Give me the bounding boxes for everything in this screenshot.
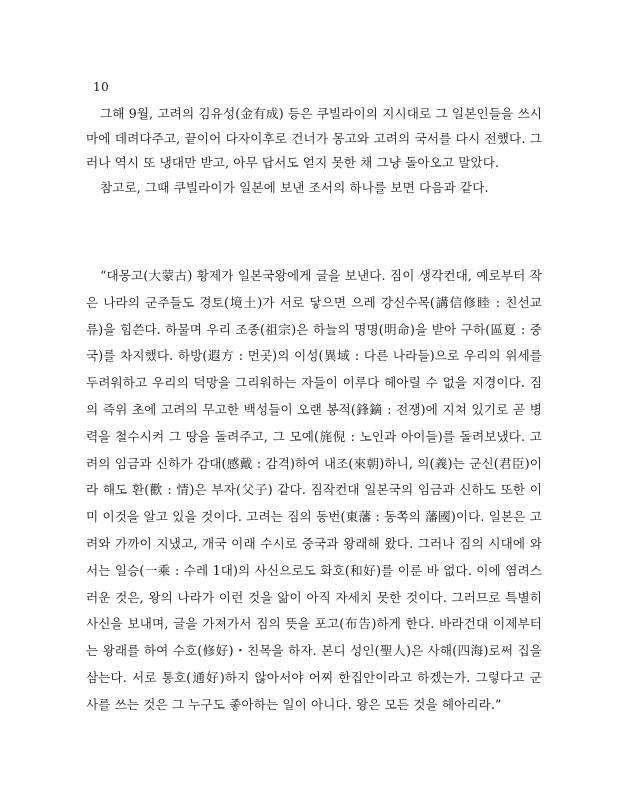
paragraph: 참고로, 그때 쿠빌라이가 일본에 보낸 조서의 하나를 보면 다음과 같다. bbox=[100, 179, 489, 195]
body-text bbox=[86, 102, 542, 200]
paragraph: 그해 9월, 고려의 김유성(金有成) 등은 쿠빌라이의 지시대로 그 일본인들을 쓰시마에 데려다주고, 끝이어 다자이후로 건너가 몽고와 고려의 국서를 다시 전했다. 그러나 역시 또 냉대만 받고, 아무 답서도 얻지 못한 채 그냥 돌아오고 말았다. bbox=[86, 106, 542, 171]
quoted-edict: “대몽고(大蒙古) 황제가 일본국왕에게 글을 보낸다. 짐이 생각컨대, 예로부터 작은 나라의 군주들도 경토(境土)가 서로 닿으면 으레 강신수목(講信修睦 : 친선교류)을 힘쓴다. 하물며 우리 조종(祖宗)은 하늘의 명명(明命)을 받아 구하(區夏 : 중국)를 차지했다. 하방(遐方 : 먼곳)의 이성(異域 : 다른 나라들)으로 우리의 위세를 두려워하고 우리의 덕망을 그리워하는 자들이 이루다 헤아릴 수 없을 지경이다. 짐의 즉위 초에 고려의 무고한 백성들이 오랜 봉적(鋒鏑 : 전쟁)에 지쳐 있기로 곧 병력을 철수시켜 그 땅을 돌려주고, 그 모예(旄倪 : 노인과 아이들)를 돌려보냈다. 고려의 임금과 신하가 감대(感戴 : 감격)하여 내조(來朝)하니, 의(義)는 군신(君臣)이라 해도 환(歡 : 情)은 부자(父子) 같다. 짐작컨대 일본국의 임금과 신하도 또한 이미 이것을 알고 있을 것이다. 고려는 짐의 동번(東藩 : 동쪽의 藩國)이다. 일본은 고려와 가까이 지냈고, 개국 이래 수시로 중국과 왕래해 왔다. 그러나 짐의 시대에 와서는 일승(一乘 : 수레 1대)의 사신으로도 화호(和好)를 이룬 바 없다. 이에 염려스러운 것은, 왕의 나라가 이런 것을 앎이 아직 자세치 못한 것이다. 그러므로 특별히 사신을 보내며, 글을 가져가서 짐의 뜻을 포고(布告)하게 한다. 바라건대 이제부터는 왕래를 하여 수호(修好)・친목을 하자. 본디 성인(聖人)은 사해(四海)로써 집을 삼는다. 서로 통호(通好)하지 않아서야 어찌 한집안이라고 하겠는가. 그렇다고 군사를 쓰는 것은 그 누구도 좋아하는 일이 아니다. 왕은 모든 것을 헤아리라.” bbox=[86, 268, 542, 712]
page-number: 10 bbox=[93, 80, 110, 94]
